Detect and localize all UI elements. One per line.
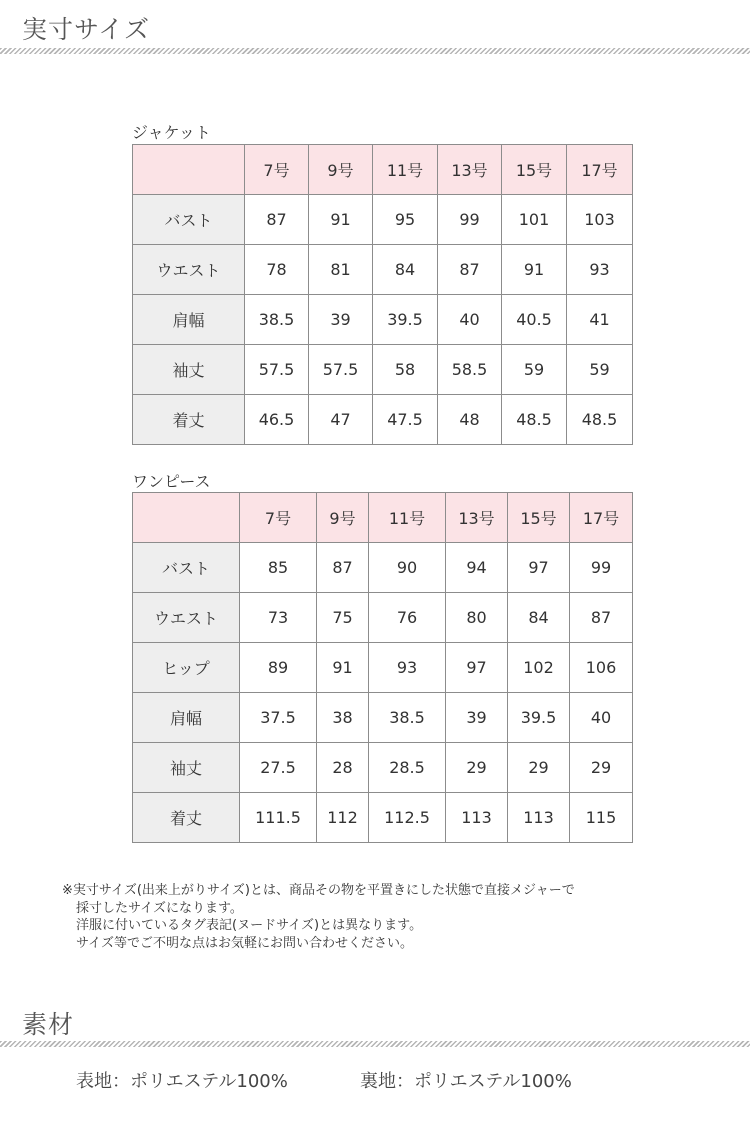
measurement-value: 39.5: [373, 295, 438, 345]
table-row: [133, 593, 633, 643]
size-column-header: 7号: [240, 493, 317, 543]
table-row: [133, 543, 633, 593]
table-row: [133, 643, 633, 693]
table-corner-cell: [133, 493, 240, 543]
measurement-row-label: 肩幅: [133, 693, 240, 743]
measurement-value: 112.5: [369, 793, 446, 843]
table-header-row: [133, 145, 633, 195]
measurement-value: 84: [373, 245, 438, 295]
measurement-value: 87: [570, 593, 633, 643]
outer-fabric-text: 表地：ポリエステル100%: [76, 1071, 288, 1092]
measurement-value: 94: [446, 543, 508, 593]
size-column-header: 7号: [245, 145, 309, 195]
size-section-divider: [0, 48, 750, 54]
measurement-value: 111.5: [240, 793, 317, 843]
measurement-value: 75: [317, 593, 369, 643]
measurement-value: 115: [570, 793, 633, 843]
measurement-value: 29: [446, 743, 508, 793]
measurement-value: 38.5: [245, 295, 309, 345]
measurement-value: 91: [309, 195, 373, 245]
measurement-row-label: バスト: [133, 543, 240, 593]
measurement-value: 103: [567, 195, 633, 245]
measurement-value: 87: [245, 195, 309, 245]
size-note-line: 採寸したサイズになります。: [76, 900, 243, 916]
measurement-row-label: ウエスト: [133, 245, 245, 295]
measurement-value: 41: [567, 295, 633, 345]
measurement-value: 48: [438, 395, 502, 445]
measurement-value: 39.5: [508, 693, 570, 743]
measurement-value: 59: [567, 345, 633, 395]
measurement-value: 101: [502, 195, 567, 245]
measurement-value: 113: [508, 793, 570, 843]
measurement-value: 90: [369, 543, 446, 593]
measurement-value: 48.5: [567, 395, 633, 445]
size-column-header: 13号: [446, 493, 508, 543]
measurement-value: 47: [309, 395, 373, 445]
measurement-value: 87: [317, 543, 369, 593]
measurement-value: 39: [446, 693, 508, 743]
table-row: [133, 195, 633, 245]
measurement-value: 40: [570, 693, 633, 743]
measurement-value: 80: [446, 593, 508, 643]
table-header-row: [133, 493, 633, 543]
measurement-value: 102: [508, 643, 570, 693]
size-notes: [62, 882, 575, 952]
measurement-value: 38.5: [369, 693, 446, 743]
measurement-value: 58.5: [438, 345, 502, 395]
size-column-header: 11号: [369, 493, 446, 543]
measurement-value: 27.5: [240, 743, 317, 793]
measurement-value: 93: [369, 643, 446, 693]
size-column-header: 9号: [317, 493, 369, 543]
measurement-row-label: バスト: [133, 195, 245, 245]
measurement-value: 97: [508, 543, 570, 593]
material-section-title: 素材: [22, 1010, 75, 1039]
measurement-value: 37.5: [240, 693, 317, 743]
table-row: [133, 743, 633, 793]
measurement-value: 78: [245, 245, 309, 295]
measurement-value: 46.5: [245, 395, 309, 445]
measurement-value: 28.5: [369, 743, 446, 793]
table-row: [133, 793, 633, 843]
measurement-value: 39: [309, 295, 373, 345]
table-row: [133, 395, 633, 445]
measurement-value: 89: [240, 643, 317, 693]
jacket-size-table: [132, 144, 633, 445]
lining-fabric-text: 裏地：ポリエステル100%: [360, 1071, 572, 1092]
measurement-value: 97: [446, 643, 508, 693]
size-note-line: ※実寸サイズ(出来上がりサイズ)とは、商品その物を平置きにした状態で直接メジャーで: [62, 883, 575, 898]
measurement-row-label: 袖丈: [133, 345, 245, 395]
measurement-value: 40.5: [502, 295, 567, 345]
measurement-value: 40: [438, 295, 502, 345]
measurement-value: 29: [508, 743, 570, 793]
measurement-value: 38: [317, 693, 369, 743]
measurement-value: 47.5: [373, 395, 438, 445]
measurement-value: 87: [438, 245, 502, 295]
size-column-header: 15号: [508, 493, 570, 543]
size-note-line: 洋服に付いているタグ表記(ヌードサイズ)とは異なります。: [76, 918, 423, 933]
table-row: [133, 245, 633, 295]
measurement-value: 91: [502, 245, 567, 295]
size-column-header: 17号: [567, 145, 633, 195]
measurement-row-label: 着丈: [133, 793, 240, 843]
measurement-row-label: ウエスト: [133, 593, 240, 643]
measurement-value: 73: [240, 593, 317, 643]
jacket-table-label: ジャケット: [132, 123, 211, 142]
onepiece-size-table: [132, 492, 633, 843]
measurement-value: 99: [570, 543, 633, 593]
measurement-row-label: 肩幅: [133, 295, 245, 345]
size-column-header: 13号: [438, 145, 502, 195]
table-row: [133, 693, 633, 743]
measurement-value: 106: [570, 643, 633, 693]
measurement-value: 76: [369, 593, 446, 643]
material-section-divider: [0, 1041, 750, 1047]
measurement-value: 81: [309, 245, 373, 295]
measurement-value: 28: [317, 743, 369, 793]
measurement-value: 58: [373, 345, 438, 395]
size-note-line: サイズ等でご不明な点はお気軽にお問い合わせください。: [76, 935, 413, 951]
measurement-value: 99: [438, 195, 502, 245]
measurement-value: 59: [502, 345, 567, 395]
measurement-value: 95: [373, 195, 438, 245]
measurement-value: 112: [317, 793, 369, 843]
measurement-value: 29: [570, 743, 633, 793]
size-column-header: 17号: [570, 493, 633, 543]
measurement-value: 84: [508, 593, 570, 643]
measurement-row-label: 袖丈: [133, 743, 240, 793]
measurement-row-label: 着丈: [133, 395, 245, 445]
measurement-row-label: ヒップ: [133, 643, 240, 693]
measurement-value: 85: [240, 543, 317, 593]
measurement-value: 91: [317, 643, 369, 693]
size-column-header: 15号: [502, 145, 567, 195]
measurement-value: 57.5: [245, 345, 309, 395]
onepiece-table-label: ワンピース: [132, 472, 211, 491]
measurement-value: 48.5: [502, 395, 567, 445]
size-section-title: 実寸サイズ: [22, 15, 151, 44]
size-column-header: 9号: [309, 145, 373, 195]
table-row: [133, 345, 633, 395]
measurement-value: 113: [446, 793, 508, 843]
measurement-value: 57.5: [309, 345, 373, 395]
table-corner-cell: [133, 145, 245, 195]
size-column-header: 11号: [373, 145, 438, 195]
table-row: [133, 295, 633, 345]
measurement-value: 93: [567, 245, 633, 295]
